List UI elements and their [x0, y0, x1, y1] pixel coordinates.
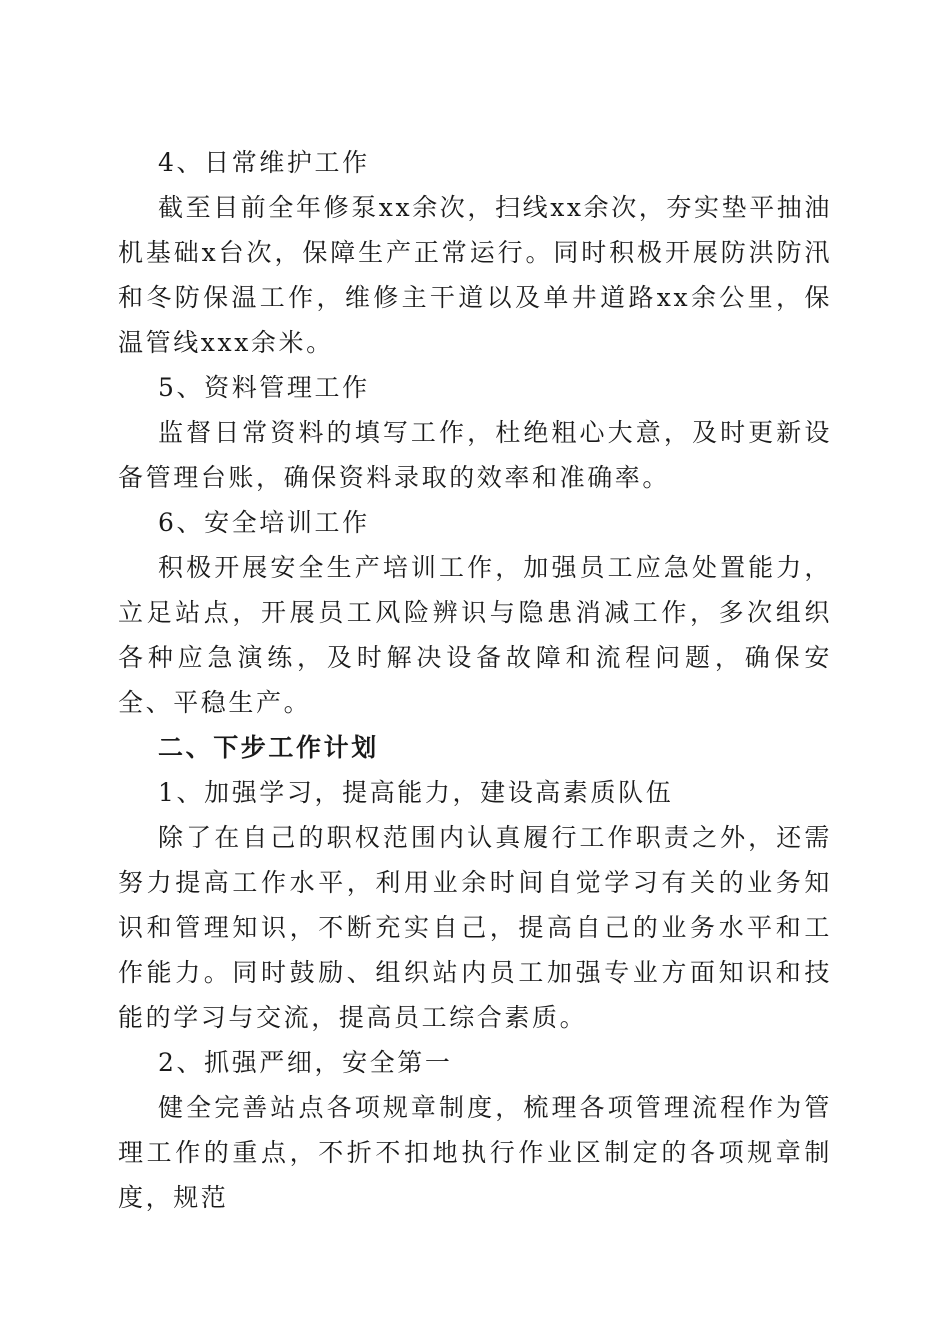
body-paragraph-safety-training: 积极开展安全生产培训工作，加强员工应急处置能力，立足站点，开展员工风险辨识与隐患消减工作，多次组织各种应急演练，及时解决设备故障和流程问题，确保安全、平稳生产。	[118, 553, 832, 717]
subheading-records-management: 5、资料管理工作	[158, 373, 370, 402]
body-paragraph-daily-maintenance: 截至目前全年修泵xx余次，扫线xx余次，夯实垫平抽油机基础x台次，保障生产正常运行。同时积极开展防洪防汛和冬防保温工作，维修主干道以及单井道路xx余公里，保温管线xxx余米。	[118, 193, 832, 357]
body-paragraph-strengthen-learning: 除了在自己的职权范围内认真履行工作职责之外，还需努力提高工作水平，利用业余时间自觉学习有关的业务知识和管理知识，不断充实自己，提高自己的业务水平和工作能力。同时鼓励、组织站内员工加强专业方面知识和技能的学习与交流，提高员工综合素质。	[118, 823, 832, 1032]
section-heading-next-steps: 二、下步工作计划	[158, 733, 379, 762]
subheading-safety-training: 6、安全培训工作	[158, 508, 370, 537]
subheading-strengthen-learning: 1、加强学习，提高能力，建设高素质队伍	[158, 778, 674, 807]
subheading-safety-first: 2、抓强严细，安全第一	[158, 1048, 453, 1077]
body-paragraph-safety-first: 健全完善站点各项规章制度，梳理各项管理流程作为管理工作的重点，不折不扣地执行作业区制定的各项规章制度，规范	[118, 1093, 832, 1212]
body-paragraph-records-management: 监督日常资料的填写工作，杜绝粗心大意，及时更新设备管理台账，确保资料录取的效率和准确率。	[118, 418, 832, 492]
subheading-daily-maintenance: 4、日常维护工作	[158, 148, 370, 177]
document-body	[118, 140, 832, 1220]
